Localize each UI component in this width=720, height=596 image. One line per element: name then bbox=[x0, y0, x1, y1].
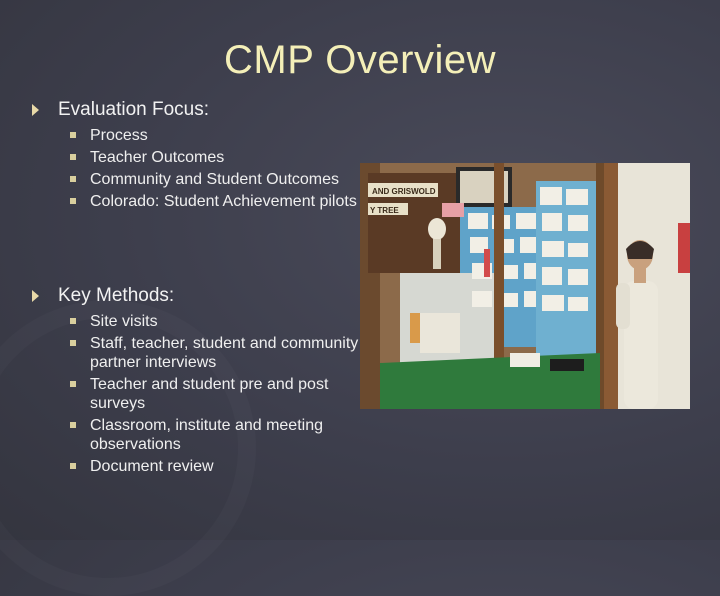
list-item bbox=[30, 457, 360, 476]
section-heading-text: Evaluation Focus: bbox=[58, 99, 210, 120]
section-heading bbox=[30, 284, 360, 308]
list-item bbox=[30, 170, 360, 189]
list-item-text: Staff, teacher, student and community partner interviews bbox=[90, 335, 359, 371]
list-item bbox=[30, 334, 360, 372]
square-bullet-icon bbox=[70, 176, 76, 182]
square-bullet-icon bbox=[70, 198, 76, 204]
list-item bbox=[30, 126, 360, 145]
slide-title: CMP Overview bbox=[224, 38, 496, 82]
list-item bbox=[30, 375, 360, 413]
banner-text: AND GRISWOLD bbox=[372, 187, 436, 196]
square-bullet-icon bbox=[70, 318, 76, 324]
section-heading bbox=[30, 98, 360, 122]
square-bullet-icon bbox=[70, 154, 76, 160]
exhibit-photo-illustration bbox=[360, 163, 690, 409]
bullet-list bbox=[30, 126, 360, 211]
square-bullet-icon bbox=[70, 132, 76, 138]
section-key-methods bbox=[30, 284, 360, 479]
list-item-text: Colorado: Student Achievement pilots bbox=[90, 193, 357, 210]
triangle-right-icon bbox=[32, 290, 39, 302]
list-item bbox=[30, 416, 360, 454]
list-item bbox=[30, 192, 360, 211]
list-item-text: Document review bbox=[90, 458, 214, 475]
exhibit-photo bbox=[360, 163, 690, 409]
list-item-text: Site visits bbox=[90, 313, 158, 330]
list-item-text: Teacher Outcomes bbox=[90, 149, 225, 166]
section-evaluation-focus bbox=[30, 98, 360, 214]
list-item bbox=[30, 312, 360, 331]
bullet-list bbox=[30, 312, 360, 476]
square-bullet-icon bbox=[70, 340, 76, 346]
triangle-right-icon bbox=[32, 104, 39, 116]
list-item-text: Community and Student Outcomes bbox=[90, 171, 340, 188]
list-item-text: Classroom, institute and meeting observations bbox=[90, 417, 323, 453]
section-heading-text: Key Methods: bbox=[58, 285, 175, 306]
list-item-text: Process bbox=[90, 127, 148, 144]
square-bullet-icon bbox=[70, 422, 76, 428]
list-item-text: Teacher and student pre and post surveys bbox=[90, 376, 329, 412]
tree-text: Y TREE bbox=[370, 206, 399, 215]
square-bullet-icon bbox=[70, 463, 76, 469]
list-item bbox=[30, 148, 360, 167]
square-bullet-icon bbox=[70, 381, 76, 387]
